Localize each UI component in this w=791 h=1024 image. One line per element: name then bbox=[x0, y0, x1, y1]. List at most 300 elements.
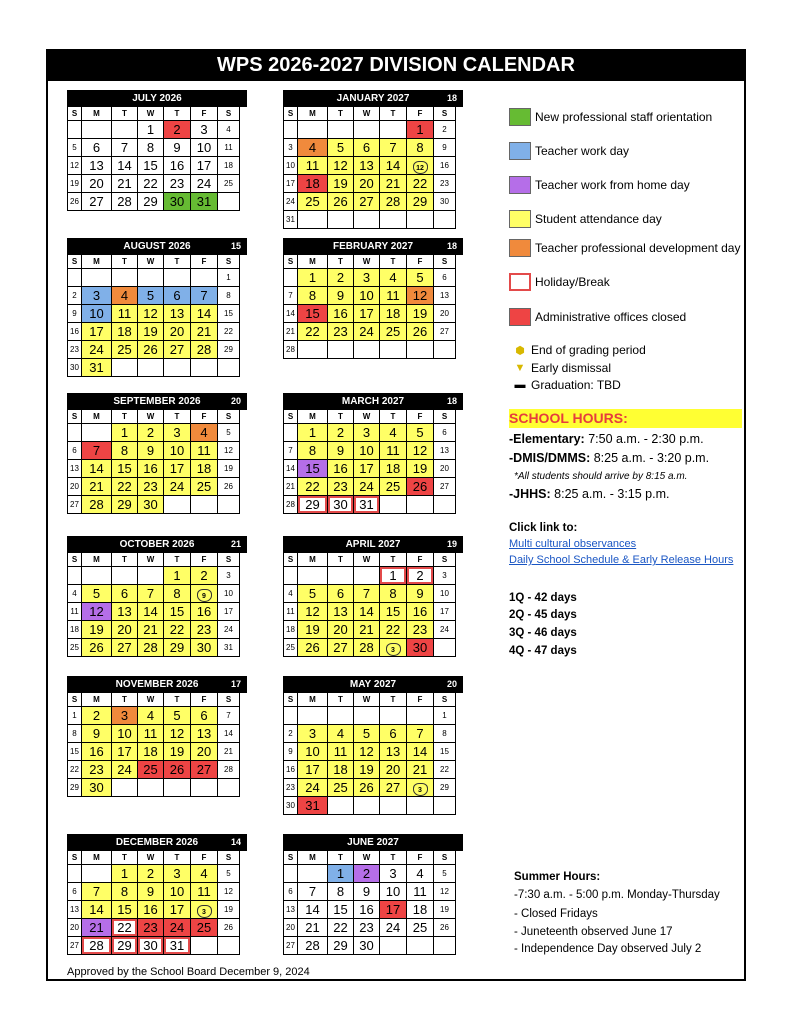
day-cell bbox=[354, 323, 380, 341]
day-number: 12 bbox=[70, 161, 79, 170]
weekday-header: S bbox=[434, 693, 456, 707]
day-cell bbox=[218, 139, 240, 157]
day-number: 5 bbox=[226, 428, 231, 437]
day-number: 26 bbox=[305, 640, 320, 655]
month-grid bbox=[283, 107, 463, 229]
month-name: FEBRUARY 2027 bbox=[332, 241, 414, 252]
day-number: 17 bbox=[224, 607, 233, 616]
day-cell bbox=[164, 496, 191, 514]
day-cell bbox=[380, 211, 407, 229]
day-number: 6 bbox=[173, 288, 181, 303]
day-cell bbox=[284, 621, 298, 639]
day-number: 26 bbox=[143, 342, 158, 357]
day-number: 13 bbox=[70, 464, 79, 473]
day-cell bbox=[328, 460, 354, 478]
day-cell bbox=[434, 725, 456, 743]
weekday-header: F bbox=[191, 851, 218, 865]
day-cell bbox=[138, 496, 164, 514]
day-cell bbox=[354, 743, 380, 761]
day-number: 20 bbox=[70, 923, 79, 932]
day-cell bbox=[328, 937, 354, 955]
day-cell bbox=[380, 269, 407, 287]
day-number: 23 bbox=[169, 176, 185, 191]
day-cell bbox=[328, 121, 354, 139]
weekday-header: S bbox=[284, 410, 298, 424]
month-jun bbox=[283, 834, 463, 955]
day-cell bbox=[298, 424, 328, 442]
day-cell bbox=[164, 157, 191, 175]
day-cell bbox=[328, 305, 354, 323]
day-number: 16 bbox=[196, 604, 212, 619]
day-number: 16 bbox=[143, 902, 158, 917]
day-number: 25 bbox=[333, 780, 348, 795]
day-number: 12 bbox=[333, 158, 348, 173]
day-number: 4 bbox=[200, 425, 208, 440]
day-cell bbox=[164, 424, 191, 442]
day-number: 2 bbox=[336, 425, 345, 440]
day-number: 25 bbox=[143, 762, 158, 777]
daily-schedule-link[interactable]: Daily School Schedule & Early Release Hours bbox=[509, 554, 734, 566]
legend-attendance bbox=[509, 210, 662, 228]
day-number: 11 bbox=[197, 884, 211, 899]
day-cell bbox=[354, 937, 380, 955]
weekday-header: F bbox=[191, 410, 218, 424]
day-number: 1 bbox=[416, 122, 424, 137]
day-cell bbox=[354, 287, 380, 305]
day-number: 19 bbox=[224, 905, 233, 914]
day-cell bbox=[191, 883, 218, 901]
day-cell bbox=[298, 121, 328, 139]
hours-label: -DMIS/DMMS: bbox=[509, 451, 591, 465]
weekday-header: T bbox=[380, 693, 407, 707]
day-number: 16 bbox=[359, 902, 374, 917]
day-cell bbox=[82, 761, 112, 779]
weekday-header: S bbox=[68, 410, 82, 424]
day-cell bbox=[164, 779, 191, 797]
day-cell bbox=[191, 193, 218, 211]
hexagon-icon: ⬢ bbox=[515, 344, 525, 357]
day-cell bbox=[68, 725, 82, 743]
day-cell bbox=[328, 211, 354, 229]
day-number: 13 bbox=[286, 905, 295, 914]
day-cell bbox=[284, 305, 298, 323]
day-cell bbox=[407, 121, 434, 139]
day-number: 28 bbox=[286, 345, 295, 354]
weekday-header: S bbox=[434, 255, 456, 269]
day-cell bbox=[164, 901, 191, 919]
weekday-header: F bbox=[407, 553, 434, 567]
month-grid bbox=[67, 553, 247, 657]
day-number: 5 bbox=[146, 288, 155, 303]
day-number: 15 bbox=[143, 158, 158, 173]
day-cell bbox=[328, 269, 354, 287]
day-cell bbox=[354, 919, 380, 937]
day-number: 24 bbox=[196, 176, 212, 191]
month-grid bbox=[283, 693, 463, 815]
day-number: 29 bbox=[143, 194, 158, 209]
day-cell bbox=[380, 937, 407, 955]
day-cell bbox=[191, 725, 218, 743]
day-cell bbox=[434, 287, 456, 305]
day-cell bbox=[112, 621, 138, 639]
month-header bbox=[283, 393, 463, 410]
day-cell bbox=[284, 585, 298, 603]
day-cell bbox=[298, 621, 328, 639]
day-cell bbox=[191, 460, 218, 478]
day-cell bbox=[68, 460, 82, 478]
day-cell bbox=[68, 865, 82, 883]
day-cell bbox=[68, 567, 82, 585]
day-number: 26 bbox=[224, 923, 233, 932]
day-number: 20 bbox=[385, 762, 401, 777]
day-number: 18 bbox=[412, 902, 428, 917]
day-cell bbox=[407, 460, 434, 478]
day-cell bbox=[434, 121, 456, 139]
weekday-header: T bbox=[328, 410, 354, 424]
day-number: 23 bbox=[70, 345, 79, 354]
day-cell bbox=[218, 157, 240, 175]
day-cell bbox=[191, 157, 218, 175]
weekday-header: F bbox=[407, 410, 434, 424]
day-number: 31 bbox=[359, 497, 374, 512]
day-cell bbox=[218, 478, 240, 496]
day-number: 8 bbox=[120, 884, 129, 899]
day-number: 26 bbox=[89, 640, 104, 655]
day-cell bbox=[298, 287, 328, 305]
day-cell bbox=[218, 305, 240, 323]
day-cell bbox=[407, 937, 434, 955]
weekday-header: M bbox=[298, 410, 328, 424]
day-cell bbox=[298, 157, 328, 175]
weekday-header: F bbox=[407, 107, 434, 121]
day-number: 24 bbox=[117, 762, 132, 777]
day-cell bbox=[354, 901, 380, 919]
month-dec bbox=[67, 834, 247, 955]
day-number: 22 bbox=[169, 622, 185, 637]
month-grid bbox=[283, 553, 463, 657]
day-number: 12 bbox=[224, 887, 233, 896]
day-number: 17 bbox=[440, 607, 449, 616]
day-cell bbox=[164, 603, 191, 621]
day-number: 13 bbox=[169, 306, 185, 321]
day-cell bbox=[298, 496, 328, 514]
day-number: 11 bbox=[386, 288, 400, 303]
day-cell bbox=[164, 478, 191, 496]
day-number: 13 bbox=[89, 158, 104, 173]
day-cell bbox=[354, 603, 380, 621]
day-number: 30 bbox=[196, 640, 212, 655]
day-number: 6 bbox=[389, 726, 397, 741]
day-number: 11 bbox=[197, 443, 211, 458]
day-cell bbox=[112, 305, 138, 323]
day-cell bbox=[218, 919, 240, 937]
day-number: 22 bbox=[385, 622, 401, 637]
day-number: 13 bbox=[440, 446, 449, 455]
day-number: 19 bbox=[359, 762, 374, 777]
day-cell bbox=[218, 621, 240, 639]
day-number: 11 bbox=[386, 443, 400, 458]
day-cell bbox=[191, 937, 218, 955]
day-cell bbox=[434, 478, 456, 496]
day-cell bbox=[298, 305, 328, 323]
day-cell bbox=[68, 621, 82, 639]
day-number: 6 bbox=[72, 887, 77, 896]
day-number: 14 bbox=[286, 309, 295, 318]
day-number: 26 bbox=[333, 194, 348, 209]
legend-graduation bbox=[513, 378, 621, 392]
weekday-header: W bbox=[354, 107, 380, 121]
day-number: 30 bbox=[169, 194, 185, 209]
day-number: 20 bbox=[359, 176, 374, 191]
day-cell bbox=[164, 305, 191, 323]
day-cell bbox=[328, 193, 354, 211]
day-cell bbox=[354, 779, 380, 797]
day-cell bbox=[112, 883, 138, 901]
day-cell bbox=[112, 359, 138, 377]
day-number: 23 bbox=[143, 920, 158, 935]
weekday-header: W bbox=[138, 553, 164, 567]
day-cell bbox=[138, 442, 164, 460]
day-cell bbox=[82, 743, 112, 761]
day-cell bbox=[112, 725, 138, 743]
day-cell bbox=[68, 496, 82, 514]
day-number: 2 bbox=[416, 568, 424, 583]
day-cell bbox=[407, 341, 434, 359]
day-number: 17 bbox=[286, 179, 295, 188]
day-cell bbox=[164, 323, 191, 341]
day-cell bbox=[407, 157, 434, 175]
day-cell bbox=[138, 121, 164, 139]
day-number: 22 bbox=[70, 765, 79, 774]
day-number: 5 bbox=[336, 140, 345, 155]
day-cell bbox=[82, 919, 112, 937]
day-number: 22 bbox=[305, 324, 320, 339]
month-name: OCTOBER 2026 bbox=[119, 539, 195, 550]
day-number: 2 bbox=[146, 866, 155, 881]
day-cell bbox=[298, 585, 328, 603]
day-number: 7 bbox=[288, 291, 293, 300]
month-header bbox=[283, 238, 463, 255]
weekday-header: T bbox=[164, 693, 191, 707]
summer-line: - Independence Day observed July 2 bbox=[514, 943, 702, 955]
day-number: 16 bbox=[333, 461, 348, 476]
day-cell bbox=[112, 919, 138, 937]
day-number: 23 bbox=[333, 479, 348, 494]
day-cell bbox=[380, 797, 407, 815]
day-cell bbox=[328, 797, 354, 815]
grading-period-icon: 9 bbox=[197, 589, 212, 602]
day-cell bbox=[407, 269, 434, 287]
day-number: 21 bbox=[117, 176, 132, 191]
legend-orientation bbox=[509, 108, 712, 126]
day-cell bbox=[380, 779, 407, 797]
hours-dmis bbox=[509, 451, 709, 465]
day-cell bbox=[328, 901, 354, 919]
day-number: 26 bbox=[412, 479, 428, 494]
day-number: 15 bbox=[385, 604, 401, 619]
day-number: 6 bbox=[200, 708, 208, 723]
day-number: 7 bbox=[308, 884, 317, 899]
day-cell bbox=[354, 883, 380, 901]
day-cell bbox=[328, 496, 354, 514]
day-number: 30 bbox=[412, 640, 428, 655]
weekday-header: M bbox=[82, 851, 112, 865]
day-cell bbox=[380, 585, 407, 603]
day-cell bbox=[112, 585, 138, 603]
day-cell bbox=[298, 901, 328, 919]
legend-swatch bbox=[509, 308, 531, 326]
day-cell bbox=[218, 567, 240, 585]
day-cell bbox=[407, 287, 434, 305]
day-number: 14 bbox=[286, 464, 295, 473]
quarter-4: 4Q - 47 days bbox=[509, 645, 577, 657]
day-cell bbox=[380, 193, 407, 211]
day-cell bbox=[82, 359, 112, 377]
day-number: 22 bbox=[143, 176, 158, 191]
multicultural-link[interactable]: Multi cultural observances bbox=[509, 538, 637, 550]
day-number: 1 bbox=[389, 568, 397, 583]
day-cell bbox=[434, 211, 456, 229]
day-cell bbox=[407, 919, 434, 937]
day-cell bbox=[284, 919, 298, 937]
day-cell bbox=[218, 901, 240, 919]
weekday-header: M bbox=[298, 255, 328, 269]
day-cell bbox=[380, 919, 407, 937]
day-cell bbox=[298, 937, 328, 955]
weekday-header: M bbox=[298, 693, 328, 707]
day-cell bbox=[380, 341, 407, 359]
day-cell bbox=[284, 193, 298, 211]
day-number: 20 bbox=[89, 176, 104, 191]
month-grid bbox=[67, 255, 247, 377]
day-cell bbox=[191, 919, 218, 937]
day-number: 12 bbox=[143, 306, 158, 321]
day-cell bbox=[328, 865, 354, 883]
day-cell bbox=[68, 424, 82, 442]
day-cell bbox=[380, 323, 407, 341]
day-cell bbox=[164, 359, 191, 377]
month-may bbox=[283, 676, 463, 815]
day-cell bbox=[328, 341, 354, 359]
day-cell bbox=[434, 761, 456, 779]
month-grid bbox=[67, 410, 247, 514]
day-number: 3 bbox=[362, 270, 371, 285]
day-cell bbox=[191, 442, 218, 460]
day-cell bbox=[218, 603, 240, 621]
legend-label: New professional staff orientation bbox=[535, 110, 713, 124]
day-cell bbox=[82, 442, 112, 460]
day-cell bbox=[380, 621, 407, 639]
day-number: 3 bbox=[442, 571, 447, 580]
grading-period-icon: 3 bbox=[197, 905, 212, 918]
summer-line: - Juneteenth observed June 17 bbox=[514, 926, 673, 938]
day-number: 10 bbox=[169, 884, 185, 899]
day-number: 27 bbox=[169, 342, 185, 357]
day-cell bbox=[434, 901, 456, 919]
month-name: JULY 2026 bbox=[132, 93, 182, 104]
day-cell bbox=[380, 139, 407, 157]
day-cell bbox=[284, 496, 298, 514]
day-cell bbox=[138, 424, 164, 442]
day-cell bbox=[218, 761, 240, 779]
legend-label: Teacher work from home day bbox=[535, 178, 690, 192]
day-number: 9 bbox=[416, 586, 424, 601]
day-cell bbox=[328, 761, 354, 779]
day-number: 12 bbox=[412, 443, 428, 458]
day-number: 14 bbox=[305, 902, 320, 917]
day-number: 6 bbox=[120, 586, 129, 601]
day-number: 23 bbox=[359, 920, 374, 935]
day-number: 31 bbox=[169, 938, 185, 953]
day-number: 28 bbox=[117, 194, 132, 209]
day-number: 20 bbox=[117, 622, 132, 637]
day-cell bbox=[434, 460, 456, 478]
weekday-header: S bbox=[68, 553, 82, 567]
day-cell bbox=[218, 865, 240, 883]
day-number: 3 bbox=[200, 122, 208, 137]
day-number: 5 bbox=[173, 708, 181, 723]
day-cell bbox=[138, 603, 164, 621]
day-number: 18 bbox=[224, 161, 233, 170]
day-number: 23 bbox=[412, 622, 428, 637]
day-cell bbox=[218, 585, 240, 603]
day-number: 11 bbox=[333, 744, 348, 759]
day-number: 21 bbox=[196, 324, 212, 339]
day-cell bbox=[191, 865, 218, 883]
weekday-header: T bbox=[164, 107, 191, 121]
day-cell bbox=[68, 937, 82, 955]
day-cell bbox=[380, 743, 407, 761]
day-cell bbox=[380, 287, 407, 305]
day-number: 8 bbox=[336, 884, 345, 899]
day-cell bbox=[68, 305, 82, 323]
day-cell bbox=[112, 175, 138, 193]
day-cell bbox=[298, 139, 328, 157]
day-cell bbox=[328, 567, 354, 585]
day-number: 5 bbox=[416, 270, 424, 285]
day-number: 4 bbox=[200, 866, 208, 881]
day-cell bbox=[164, 193, 191, 211]
day-number: 13 bbox=[385, 744, 401, 759]
day-number: 12 bbox=[359, 744, 374, 759]
day-cell bbox=[284, 424, 298, 442]
day-number: 22 bbox=[305, 479, 320, 494]
day-number: 12 bbox=[224, 446, 233, 455]
day-cell bbox=[82, 139, 112, 157]
weekday-header: S bbox=[218, 851, 240, 865]
day-number: 9 bbox=[336, 288, 345, 303]
month-day-count: 21 bbox=[230, 539, 241, 549]
day-number: 4 bbox=[336, 726, 345, 741]
weekday-header: T bbox=[112, 851, 138, 865]
day-cell bbox=[434, 883, 456, 901]
day-number: 4 bbox=[146, 708, 155, 723]
day-number: 3 bbox=[173, 425, 181, 440]
day-number: 17 bbox=[305, 762, 320, 777]
day-number: 24 bbox=[440, 625, 449, 634]
day-cell bbox=[284, 779, 298, 797]
day-cell bbox=[354, 725, 380, 743]
weekday-header: M bbox=[298, 107, 328, 121]
day-cell bbox=[112, 603, 138, 621]
day-number: 2 bbox=[200, 568, 208, 583]
weekday-header: S bbox=[68, 107, 82, 121]
day-cell bbox=[164, 121, 191, 139]
day-number: 15 bbox=[169, 604, 185, 619]
weekday-header: T bbox=[380, 107, 407, 121]
day-number: 28 bbox=[286, 500, 295, 509]
day-cell bbox=[407, 305, 434, 323]
